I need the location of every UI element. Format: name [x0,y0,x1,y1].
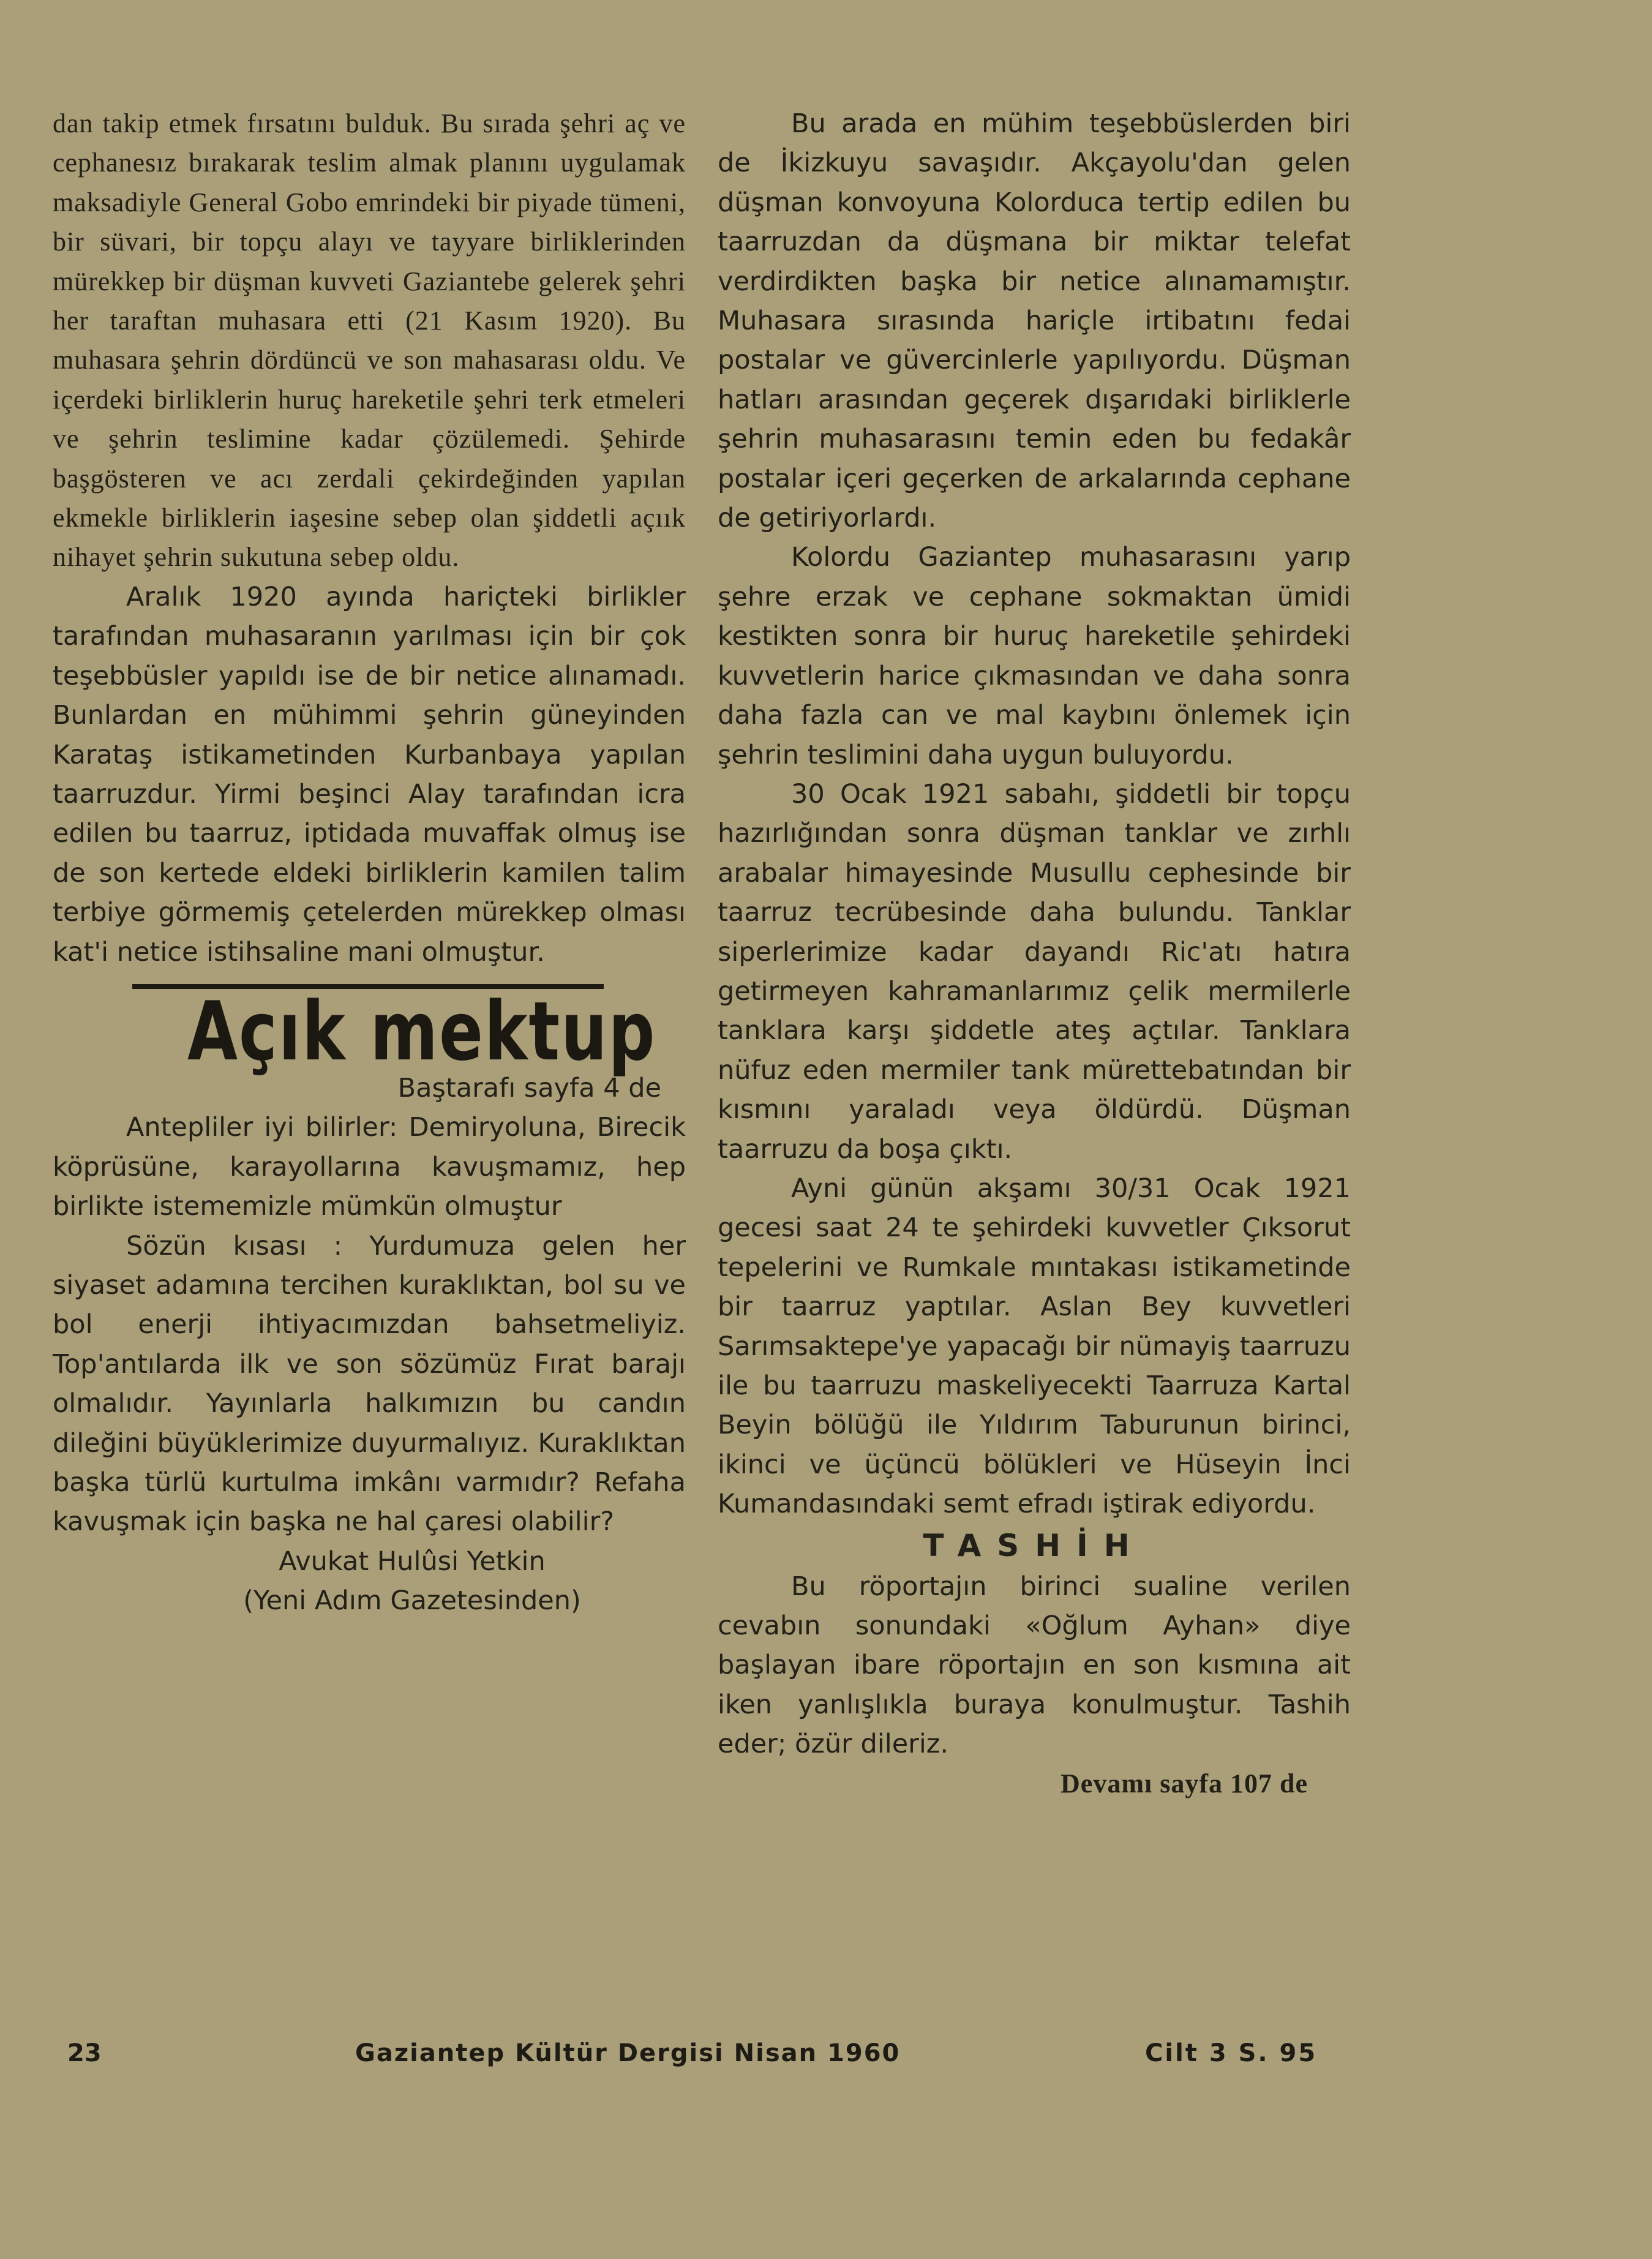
letter-headline: Açık mektup [187,984,656,1079]
left-column [53,104,686,1621]
letter-paragraph: Antepliler iyi bilirler: Demiryoluna, Birecik köprüsüne, karayollarına kavuşmamız, hep birlikte istememizle mümkün olmuştur [53,1112,686,1222]
correction-heading: TASHİH [923,1527,1146,1563]
letter-signature-name: Avukat Hulûsi Yetkin [279,1546,546,1577]
article-paragraph: dan takip etmek fırsatını bulduk. Bu sırada şehri aç ve cephanesız bırakarak teslim almak planını uygulamak maksadiyle General Gobo emrindeki bir piyade tümeni, bir süvari, bir topçu alayı ve tayyare birliklerinden mürekkep bir düşman kuvveti Gaziantebe gelerek şehri her taraftan muhasara etti (21 Kasım 1920). Bu muhasara şehrin dördüncü ve son mahasarası oldu. Ve içerdeki birliklerin huruç hareketile şehri terk etmeleri ve şehrin teslimine kadar çözülemedi. Şehirde başgösteren ve acı zerdali çekirdeğinden yapılan ekmekle birliklerin iaşesine sebep olan şiddetli açıık nihayet şehrin sukutuna sebep oldu. [53,108,686,573]
continued-to-note: Devamı sayfa 107 de [1061,1768,1308,1799]
article-paragraph: Ayni günün akşamı 30/31 Ocak 1921 gecesi saat 24 te şehirdeki kuvvetler Çıksorut tepelerini ve Rumkale mıntakası istikametinde bir taarruz yaptılar. Aslan Bey kuvvetleri Sarımsaktepe'ye yapacağı bir nümayiş taarruzu ile bu taarruzu maskeliyecekti Taarruza Kartal Beyin bölüğü ile Yıldırım Taburunun birinci, ikinci ve üçüncü bölükleri ve Hüseyin İnci Kumandasındaki semt efradı iştirak ediyordu. [718,1173,1351,1520]
correction-text: Bu röportajın birinci sualine verilen cevabın sonundaki «Oğlum Ayhan» diye başlayan ibare röportajın en son kısmına ait iken yanlışlıkla buraya konulmuştur. Tashih eder; özür dileriz. [718,1571,1351,1760]
page-number: 23 [67,2039,102,2067]
article-paragraph: 30 Ocak 1921 sabahı, şiddetli bir topçu hazırlığından sonra düşman tanklar ve zırhlı arabalar himayesinde Musullu cephesinde bir taarruz tecrübesinde daha bulundu. Tanklar siperlerimize kadar dayandı Ric'atı hatıra getirmeyen kahramanlarımız çelik mermilerle tanklara karşı şiddetle ateş açtılar. Tanklara nüfuz eden mermiler tank mürettebatından bir kısmını yaraladı veya öldürdü. Düşman taarruzu da boşa çıktı. [718,778,1351,1165]
article-paragraph: Aralık 1920 ayında hariçteki birlikler tarafından muhasaranın yarılması için bir çok teşebbüsler yapıldı ise de bir netice alınamadı. Bunlardan en mühimmi şehrin güneyinden Karataş istikametinden Kurbanbaya yapılan taarruzdur. Yirmi beşinci Alay tarafından icra edilen bu taarruz, iptidada muvaffak olmuş ise de son kertede eldeki birliklerin kamilen talim terbiye görmemiş çetelerden mürekkep olması kat'i netice istihsaline mani olmuştur. [53,581,686,968]
letter-signature-source: (Yeni Adım Gazetesinden) [243,1585,581,1617]
publication-title: Gaziantep Kültür Dergisi Nisan 1960 [355,2039,901,2067]
volume-issue: Cilt 3 S. 95 [1145,2039,1318,2067]
article-paragraph: Kolordu Gaziantep muhasarasını yarıp şehre erzak ve cephane sokmaktan ümidi kestikten sonra bir huruç hareketile şehirdeki kuvvetlerin harice çıkmasından ve daha sonra daha fazla can ve mal kaybını önlemek için şehrin teslimini daha uygun buluyordu. [718,542,1351,770]
continued-from-note: Baştarafı sayfa 4 de [397,1072,661,1103]
article-paragraph: Bu arada en mühim teşebbüslerden biri de İkizkuyu savaşıdır. Akçayolu'dan gelen düşman konvoyuna Kolorduca tertip edilen bu taarruzdan da düşmana bir miktar telefat verdirdikten başka bir netice alınamamıştır. Muhasara sırasında hariçle irtibatını fedai postalar ve güvercinlerle yapılıyordu. Düşman hatları arasından geçerek dışarıdaki birliklerle şehrin muhasarasını temin eden bu fedakâr postalar içeri geçerken de arkalarında cephane de getiriyorlardı. [718,108,1351,534]
letter-paragraph: Sözün kısası : Yurdumuza gelen her siyaset adamına tercihen kuraklıktan, bol su ve bol enerji ihtiyacımızdan bahsetmeliyiz. Top'antılarda ilk ve son sözümüz Fırat barajı olmalıdır. Yayınlarla halkımızın bu candın dileğini büyüklerimize duyurmalıyız. Kuraklıktan başka türlü kurtulma imkânı varmıdır? Refaha kavuşmak için başka ne hal çaresi olabilir? [53,1230,686,1538]
right-column [718,104,1351,1803]
